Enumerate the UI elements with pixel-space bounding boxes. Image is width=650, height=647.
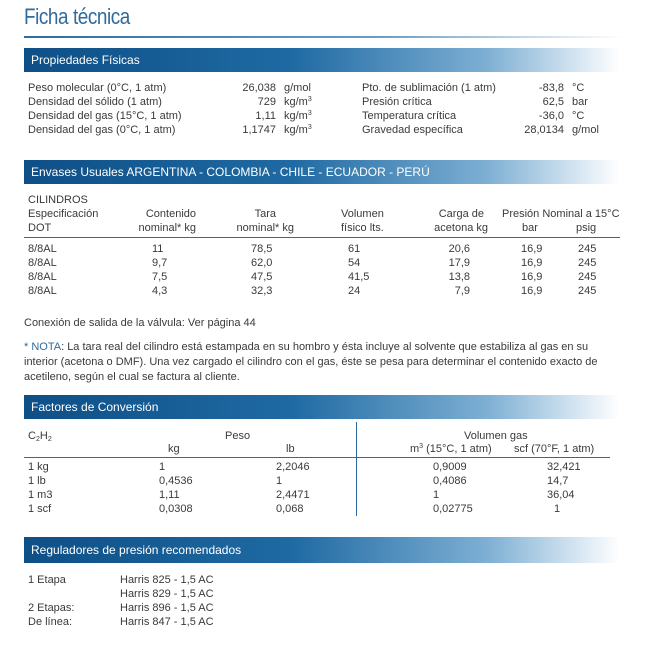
peso-header: Peso: [225, 430, 251, 442]
cell-psig: 245: [578, 285, 597, 297]
cell-m3: 1: [433, 489, 440, 501]
cell-vol: 41,5: [348, 271, 370, 283]
cilindros-label: CILINDROS: [28, 194, 88, 206]
conversion-vertical-divider: [356, 422, 357, 516]
section-header-containers: Envases Usuales ARGENTINA - COLOMBIA - CHILE - ECUADOR - PERÚ: [24, 160, 620, 184]
phys-unit: bar: [572, 96, 588, 108]
cell-lb: 2,2046: [276, 461, 310, 473]
section-header-regulators: Reguladores de presión recomendados: [24, 537, 620, 563]
phys-label: Densidad del gas (15°C, 1 atm): [28, 110, 182, 122]
cell-spec: 8/8AL: [28, 271, 57, 283]
cell-kg: 0,4536: [159, 475, 193, 487]
cell-psig: 245: [578, 257, 597, 269]
note-text: : La tara real del cilindro está estampada en su hombro y ésta incluye al solvente que estabiliza al gas en su interior (acetona o DMF). Una vez cargado el cilindro con el gas, éste se pesa para determinar el contenido exacto de acetileno, según el cual se factura al cliente.: [24, 341, 598, 383]
cell-content: 11: [152, 243, 164, 255]
cell-tara: 78,5: [251, 243, 273, 255]
phys-unit: g/mol: [284, 82, 311, 94]
conversion-header-rule: [24, 457, 610, 458]
lb-header: lb: [286, 443, 295, 455]
col-bar-header: bar: [522, 222, 538, 234]
cell-tara: 32,3: [251, 285, 273, 297]
scf-header: scf (70°F, 1 atm): [514, 443, 595, 455]
col-spec-header-2: DOT: [28, 222, 52, 234]
regulator-model: Harris 829 - 1,5 AC: [120, 588, 214, 600]
cell-kg: 1: [159, 461, 166, 473]
regulator-model: Harris 825 - 1,5 AC: [120, 574, 214, 586]
cell-content: 7,5: [152, 271, 168, 283]
phys-label: Presión crítica: [362, 96, 432, 108]
phys-label: Densidad del gas (0°C, 1 atm): [28, 124, 176, 136]
volumen-gas-header: Volumen gas: [464, 430, 528, 442]
phys-label: Gravedad específica: [362, 124, 463, 136]
col-pres-header: Presión Nominal a 15°C: [502, 208, 620, 220]
regulator-model: Harris 847 - 1,5 AC: [120, 616, 214, 628]
cell-carga: 7,9: [454, 285, 470, 297]
cell-spec: 8/8AL: [28, 285, 57, 297]
phys-label: Pto. de sublimación (1 atm): [362, 82, 496, 94]
phys-value: 1,11: [255, 110, 276, 122]
cell-tara: 62,0: [251, 257, 273, 269]
m3-header: $m^3$ (15°C, 1 atm): [410, 443, 492, 455]
cell-lb: 0,068: [276, 503, 304, 515]
formula-c2h2: $C_2H_2$: [28, 430, 52, 443]
cell-lb: 1: [276, 475, 283, 487]
cell-spec: 8/8AL: [28, 243, 57, 255]
cell-unit: 1 lb: [28, 475, 46, 487]
cell-bar: 16,9: [521, 285, 543, 297]
phys-value: 26,038: [242, 82, 276, 94]
phys-unit: °C: [572, 110, 585, 122]
cell-scf: 1: [554, 503, 561, 515]
cell-scf: 14,7: [547, 475, 569, 487]
cell-content: 9,7: [152, 257, 168, 269]
cell-carga: 17,9: [448, 257, 470, 269]
cell-content: 4,3: [152, 285, 168, 297]
cell-bar: 16,9: [521, 243, 543, 255]
phys-value: -36,0: [538, 110, 564, 122]
col-vol-header: Volumen: [341, 208, 384, 220]
section-header-physical: Propiedades Físicas: [24, 48, 620, 72]
regulator-label: 2 Etapas:: [28, 602, 75, 614]
phys-value: 729: [257, 96, 276, 108]
phys-value: 62,5: [542, 96, 564, 108]
regulator-model: Harris 896 - 1,5 AC: [120, 602, 214, 614]
phys-value: -83,8: [538, 82, 564, 94]
cell-m3: 0,02775: [433, 503, 473, 515]
containers-header-rule: [24, 237, 620, 238]
phys-label: Densidad del sólido (1 atm): [28, 96, 162, 108]
phys-label: Temperatura crítica: [362, 110, 457, 122]
page-title: Ficha técnica: [24, 4, 130, 29]
phys-unit: $kg/m^3$: [284, 110, 312, 122]
cell-unit: 1 kg: [28, 461, 49, 473]
note-star: * NOTA: [24, 341, 62, 353]
cell-bar: 16,9: [521, 257, 543, 269]
tara-note: [24, 340, 624, 385]
col-psig-header: psig: [576, 222, 597, 234]
title-divider: [24, 36, 624, 38]
cell-scf: 32,421: [547, 461, 581, 473]
col-carga-header: Carga de: [438, 208, 484, 220]
cell-kg: 1,11: [159, 489, 180, 501]
section-header-conversion: Factores de Conversión: [24, 395, 620, 419]
cell-m3: 0,4086: [433, 475, 467, 487]
phys-value: 28,0134: [524, 124, 564, 136]
phys-unit: °C: [572, 82, 585, 94]
col-tara-header: Tara: [254, 208, 276, 220]
kg-header: kg: [168, 443, 180, 455]
cell-psig: 245: [578, 243, 597, 255]
cell-tara: 47,5: [251, 271, 273, 283]
phys-unit: g/mol: [572, 124, 599, 136]
col-content-header: Contenido: [145, 208, 196, 220]
cell-vol: 24: [348, 285, 361, 297]
cell-vol: 61: [348, 243, 361, 255]
regulator-label: De línea:: [28, 616, 73, 628]
cell-psig: 245: [578, 271, 597, 283]
cell-bar: 16,9: [521, 271, 543, 283]
cell-vol: 54: [348, 257, 361, 269]
cell-unit: 1 m3: [28, 489, 53, 501]
col-content-header-2: nominal* kg: [138, 222, 196, 234]
col-spec-header: Especificación: [28, 208, 99, 220]
cell-m3: 0,9009: [433, 461, 467, 473]
cell-carga: 13,8: [448, 271, 470, 283]
phys-unit: $kg/m^3$: [284, 96, 312, 108]
col-carga-header-2: acetona kg: [434, 222, 488, 234]
phys-label: Peso molecular (0°C, 1 atm): [28, 82, 167, 94]
phys-unit: $kg/m^3$: [284, 124, 312, 136]
regulator-label: 1 Etapa: [28, 574, 66, 586]
cell-scf: 36,04: [547, 489, 575, 501]
cell-spec: 8/8AL: [28, 257, 57, 269]
cell-carga: 20,6: [448, 243, 470, 255]
cell-kg: 0,0308: [159, 503, 193, 515]
col-tara-header-2: nominal* kg: [236, 222, 294, 234]
col-vol-header-2: físico lts.: [341, 222, 384, 234]
cell-unit: 1 scf: [28, 503, 52, 515]
phys-value: 1,1747: [242, 124, 276, 136]
cell-lb: 2,4471: [276, 489, 310, 501]
valve-connection-text: Conexión de salida de la válvula: Ver página 44: [24, 317, 256, 329]
